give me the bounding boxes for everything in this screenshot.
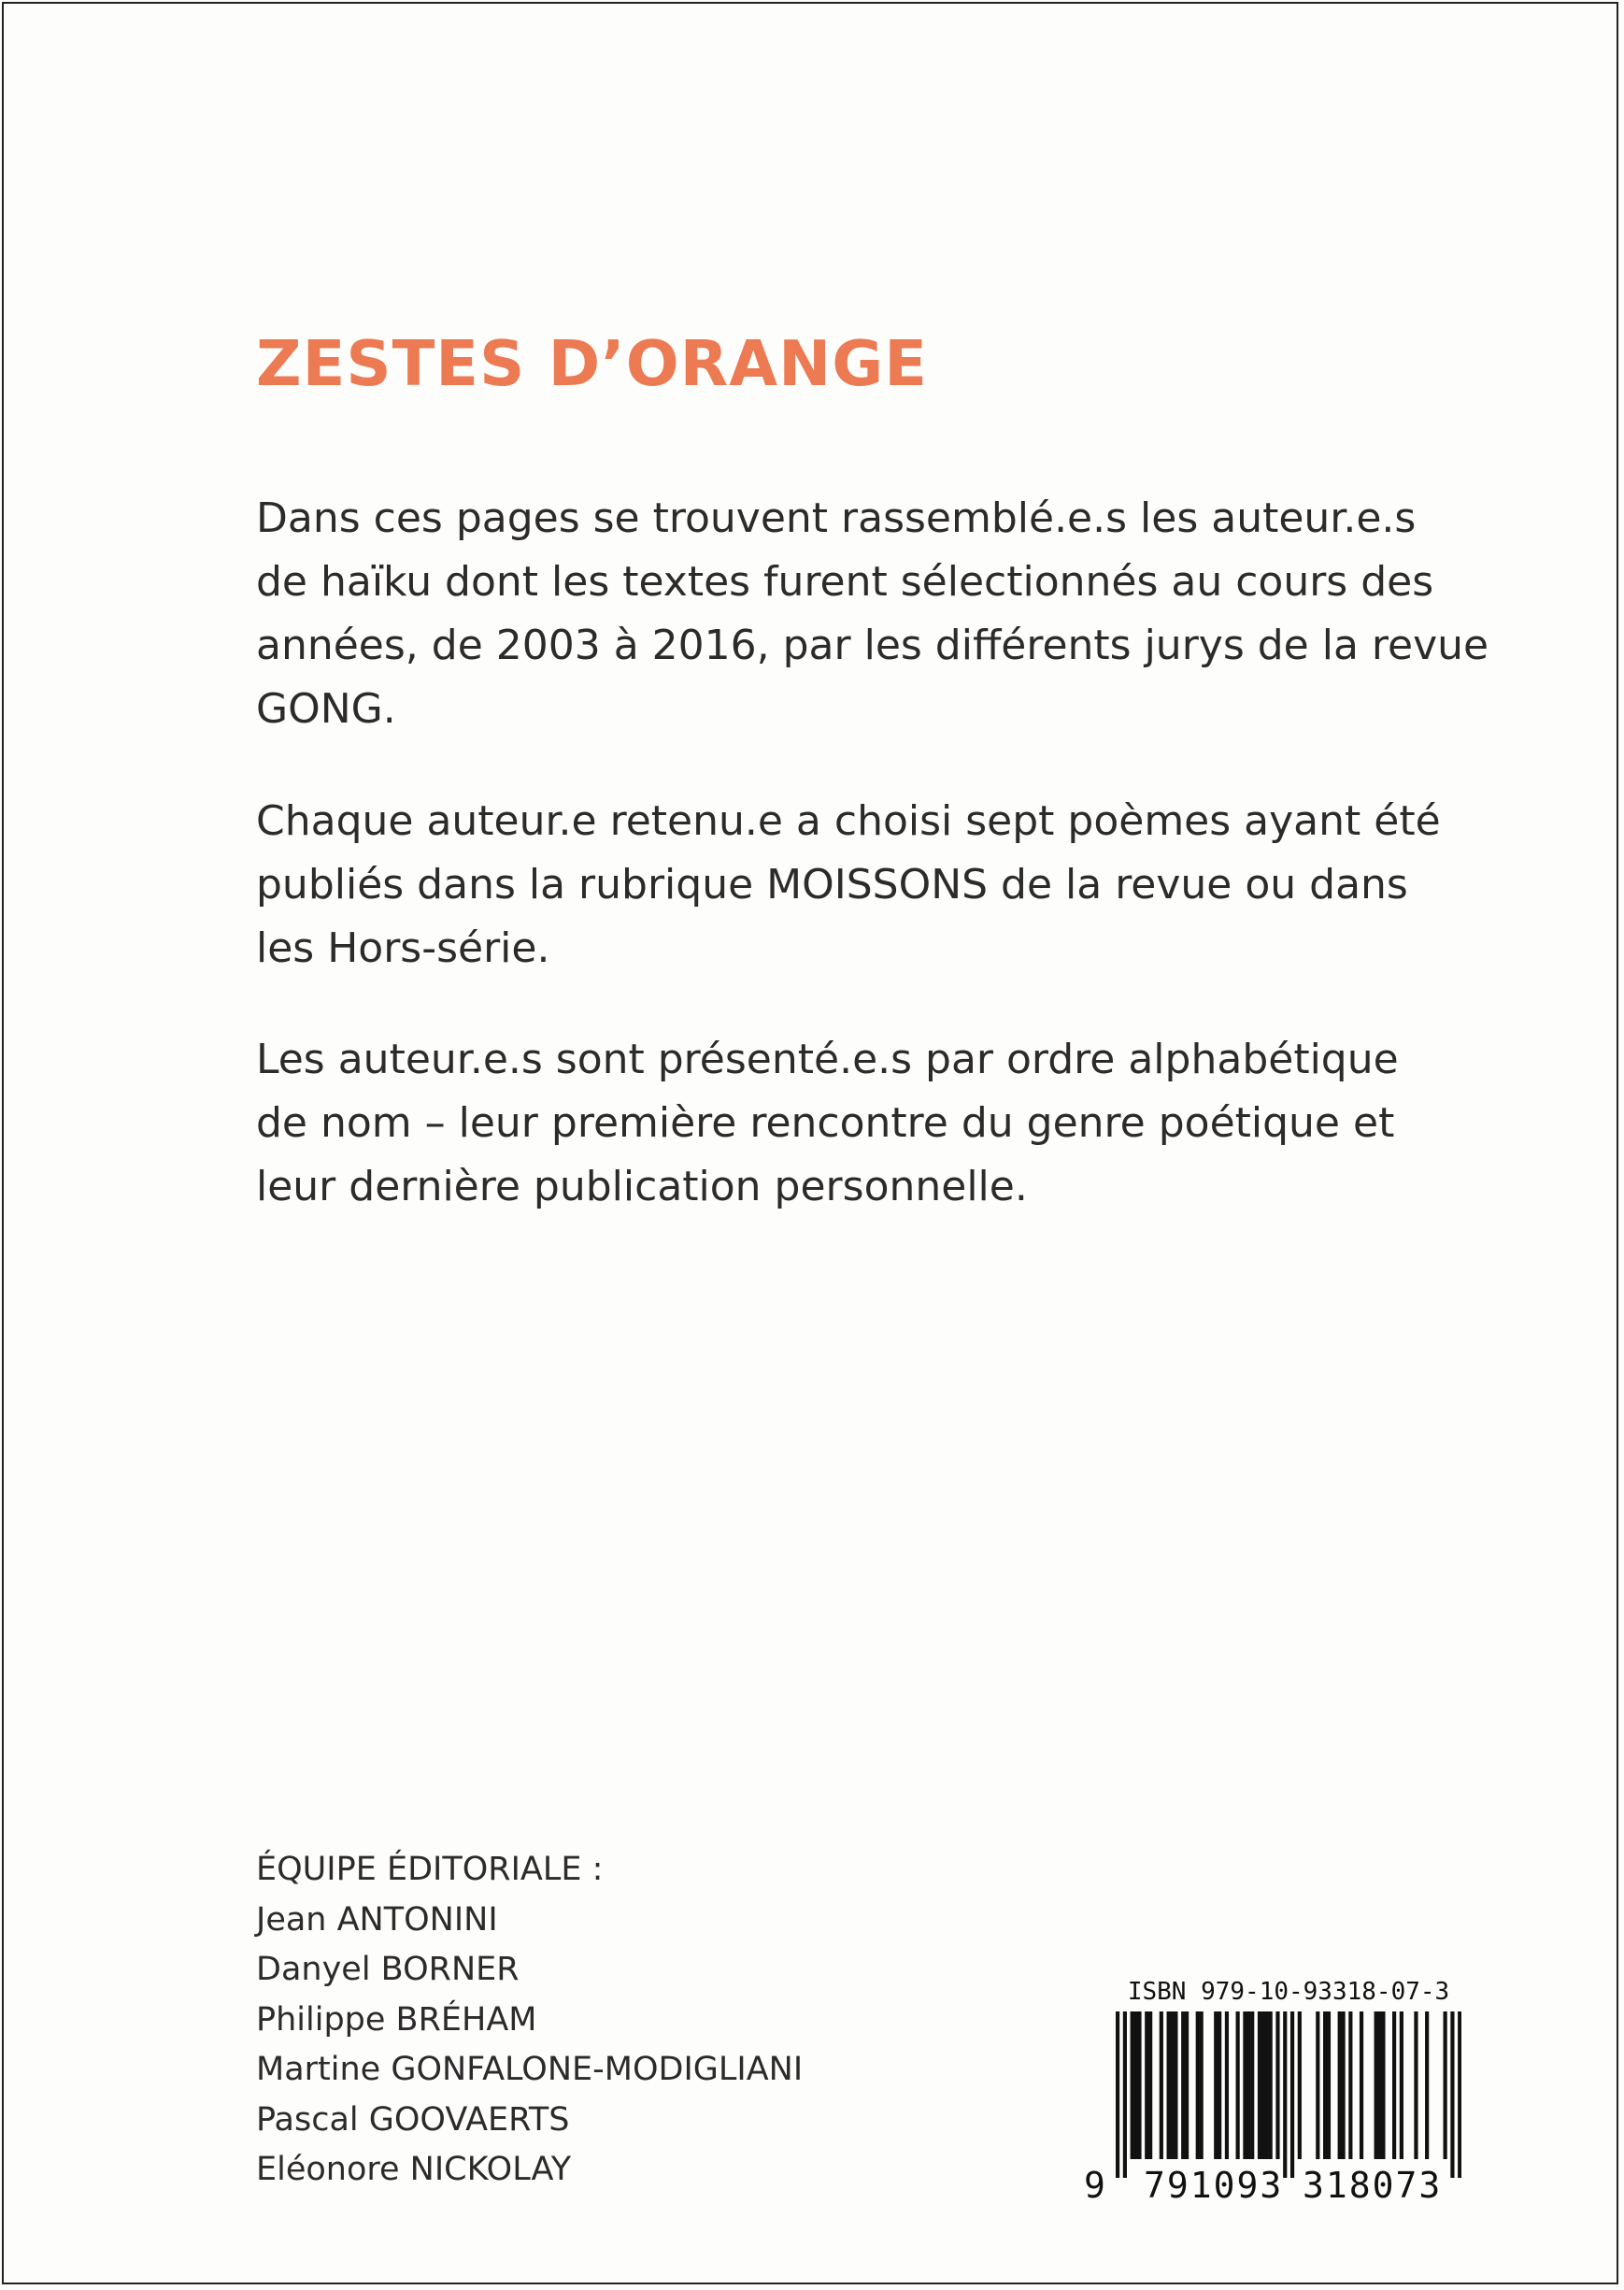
barcode-bar	[1123, 2011, 1127, 2178]
editorial-member: Jean ANTONINI	[256, 1900, 498, 1939]
barcode-bar	[1327, 2011, 1331, 2159]
barcode-bar	[1167, 2011, 1171, 2159]
barcode-digits-right: 318073	[1303, 2165, 1443, 2206]
barcode-bar	[1133, 2011, 1137, 2159]
editorial-member: Pascal GOOVAERTS	[256, 2100, 570, 2139]
paragraph-line: années, de 2003 à 2016, par les différents jurys de la revue	[256, 622, 1489, 669]
barcode-digit-first: 9	[1084, 2165, 1105, 2206]
barcode-bar	[1360, 2011, 1363, 2159]
editorial-member: Danyel BORNER	[256, 1951, 520, 1988]
barcode-bar	[1174, 2011, 1177, 2159]
barcode-bar	[1185, 2011, 1189, 2159]
paragraph-line: Les auteur.e.s sont présenté.e.s par ordre alphabétique	[256, 1036, 1399, 1083]
barcode-bar	[1200, 2011, 1204, 2159]
barcode-bar	[1116, 2011, 1119, 2178]
barcode-bar	[1338, 2011, 1342, 2159]
barcode-bar	[1400, 2011, 1403, 2159]
barcode-bar	[1214, 2011, 1218, 2159]
isbn-barcode	[1084, 1976, 1461, 2210]
back-cover	[2, 2, 1618, 2284]
barcode-bar	[1265, 2011, 1269, 2159]
paragraph-line: de haïku dont les textes furent sélectionnés au cours des	[256, 558, 1434, 606]
barcode-bar	[1261, 2011, 1265, 2159]
barcode-bar	[1414, 2011, 1417, 2159]
barcode-bar	[1145, 2011, 1148, 2159]
barcode-bar	[1160, 2011, 1163, 2159]
barcode-bar	[1137, 2011, 1141, 2159]
barcode-bar	[1246, 2011, 1250, 2159]
barcode-bar	[1283, 2011, 1287, 2178]
book-title: ZESTES D’ORANGE	[256, 327, 928, 400]
barcode-bar	[1269, 2011, 1273, 2159]
barcode-bar	[1181, 2011, 1185, 2159]
barcode-bar	[1225, 2011, 1229, 2159]
barcode-bar	[1392, 2011, 1396, 2159]
paragraph-line: leur dernière publication personnelle.	[256, 1163, 1028, 1210]
barcode-bar	[1458, 2011, 1461, 2178]
barcode-bar	[1425, 2011, 1429, 2159]
barcode-bar	[1298, 2011, 1302, 2159]
editorial-member: Martine GONFALONE-MODIGLIANI	[256, 2051, 804, 2088]
barcode-bar	[1377, 2011, 1381, 2159]
barcode-bar	[1170, 2011, 1174, 2159]
editorial-team	[256, 1845, 803, 2196]
barcode-bar	[1375, 2011, 1378, 2159]
barcode-bar	[1236, 2011, 1240, 2159]
barcode-bar	[1243, 2011, 1246, 2159]
barcode-bar	[1348, 2011, 1352, 2159]
barcode-bar	[1275, 2011, 1279, 2159]
paragraph-line: les Hors-série.	[256, 924, 550, 972]
paragraph-line: GONG.	[256, 685, 396, 733]
barcode-bar	[1148, 2011, 1152, 2159]
barcode-bar	[1450, 2011, 1454, 2178]
barcode-bars	[1116, 2011, 1461, 2180]
barcode-bar	[1258, 2011, 1261, 2159]
paragraph-line: Dans ces pages se trouvent rassemblé.e.s les auteur.e.s	[256, 494, 1417, 542]
editorial-team-heading: ÉQUIPE ÉDITORIALE :	[256, 1851, 604, 1888]
barcode-bar	[1290, 2011, 1294, 2178]
barcode-digits-left: 791093	[1144, 2165, 1284, 2206]
paragraph-selection	[256, 790, 1441, 980]
paragraph-line: Chaque auteur.e retenu.e a choisi sept poèmes ayant été	[256, 797, 1441, 845]
barcode-bar	[1381, 2011, 1385, 2159]
paragraph-intro	[256, 487, 1489, 741]
barcode-bar	[1250, 2011, 1254, 2159]
barcode-bar	[1218, 2011, 1221, 2159]
barcode-bar	[1131, 2011, 1134, 2159]
paragraph-line: publiés dans la rubrique MOISSONS de la revue ou dans	[256, 861, 1408, 909]
barcode-bar	[1444, 2011, 1447, 2159]
paragraph-line: de nom – leur première rencontre du genre poétique et	[256, 1099, 1395, 1147]
isbn-label: ISBN 979-10-93318-07-3	[1127, 1978, 1450, 2006]
editorial-member: Eléonore NICKOLAY	[256, 2151, 572, 2188]
barcode-bar	[1196, 2011, 1200, 2159]
editorial-member: Philippe BRÉHAM	[256, 2000, 537, 2039]
barcode-bar	[1316, 2011, 1319, 2159]
barcode-bar	[1341, 2011, 1345, 2159]
barcode-bar	[1323, 2011, 1327, 2159]
paragraph-order	[256, 1028, 1399, 1219]
